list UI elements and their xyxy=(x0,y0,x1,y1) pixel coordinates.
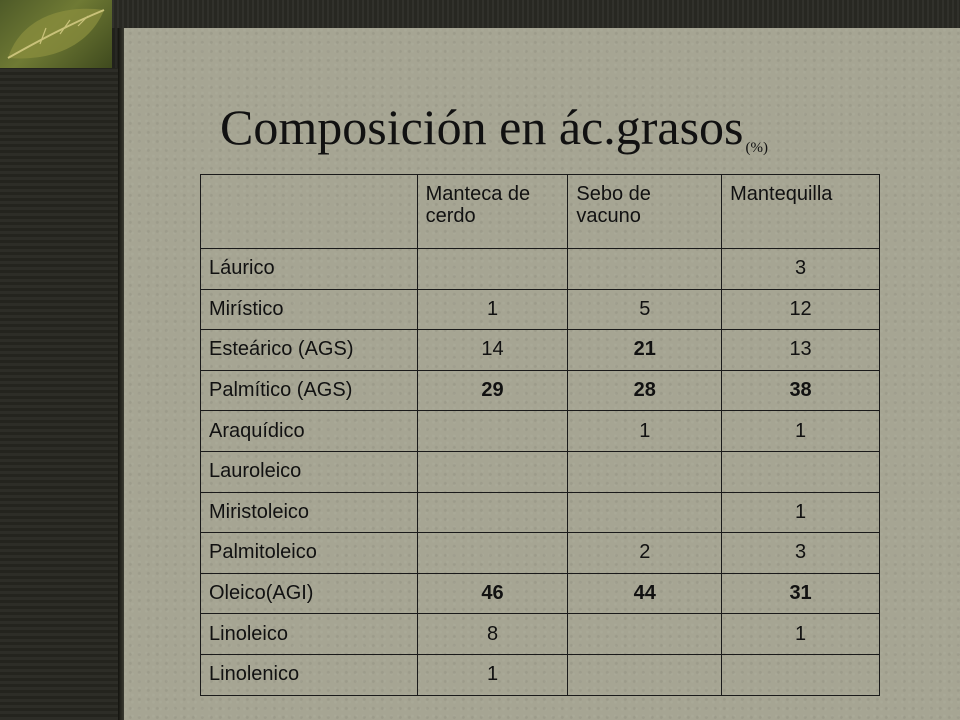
cell-value: 8 xyxy=(417,614,568,655)
table-row xyxy=(201,249,880,290)
table-row xyxy=(201,451,880,492)
cell-value: 29 xyxy=(417,370,568,411)
row-label: Palmítico (AGS) xyxy=(201,370,418,411)
cell-value xyxy=(568,654,722,695)
fatty-acid-table xyxy=(200,174,880,696)
cell-value: 14 xyxy=(417,330,568,371)
row-label: Araquídico xyxy=(201,411,418,452)
cell-value: 1 xyxy=(722,492,880,533)
row-label: Mirístico xyxy=(201,289,418,330)
cell-value xyxy=(417,533,568,574)
cell-value: 1 xyxy=(417,289,568,330)
cell-value xyxy=(417,451,568,492)
top-strip xyxy=(112,0,960,28)
cell-value xyxy=(568,249,722,290)
cell-value: 3 xyxy=(722,533,880,574)
cell-value xyxy=(568,614,722,655)
title-main: Composición en ác.grasos xyxy=(220,99,744,155)
cell-value: 46 xyxy=(417,573,568,614)
cell-value xyxy=(417,411,568,452)
row-label: Oleico(AGI) xyxy=(201,573,418,614)
table-row xyxy=(201,573,880,614)
table-row xyxy=(201,411,880,452)
cell-value xyxy=(417,249,568,290)
cell-value xyxy=(568,492,722,533)
cell-value xyxy=(722,451,880,492)
title-subscript: (%) xyxy=(745,140,769,156)
table-header-row xyxy=(201,175,880,249)
cell-value: 1 xyxy=(722,614,880,655)
cell-value: 44 xyxy=(568,573,722,614)
header-cell-sebo: Sebo de vacuno xyxy=(568,175,722,249)
table-row xyxy=(201,533,880,574)
slide-title xyxy=(220,92,940,162)
table-row xyxy=(201,370,880,411)
table-row xyxy=(201,330,880,371)
cell-value: 38 xyxy=(722,370,880,411)
cell-value: 1 xyxy=(568,411,722,452)
cell-value: 2 xyxy=(568,533,722,574)
cell-value: 1 xyxy=(417,654,568,695)
cell-value: 13 xyxy=(722,330,880,371)
cell-value: 5 xyxy=(568,289,722,330)
cell-value: 3 xyxy=(722,249,880,290)
cell-value: 1 xyxy=(722,411,880,452)
row-label: Láurico xyxy=(201,249,418,290)
leaf-decoration-icon xyxy=(0,0,112,68)
cell-value: 31 xyxy=(722,573,880,614)
cell-value xyxy=(722,654,880,695)
row-label: Miristoleico xyxy=(201,492,418,533)
cell-value xyxy=(417,492,568,533)
cell-value: 28 xyxy=(568,370,722,411)
header-cell-mantequilla: Mantequilla xyxy=(722,175,880,249)
cell-value: 12 xyxy=(722,289,880,330)
table-row xyxy=(201,654,880,695)
row-label: Linoleico xyxy=(201,614,418,655)
row-label: Linolenico xyxy=(201,654,418,695)
left-band xyxy=(0,68,118,720)
cell-value xyxy=(568,451,722,492)
header-cell-manteca: Manteca de cerdo xyxy=(417,175,568,249)
header-cell-empty xyxy=(201,175,418,249)
table-row xyxy=(201,289,880,330)
row-label: Esteárico (AGS) xyxy=(201,330,418,371)
table-row xyxy=(201,492,880,533)
cell-value: 21 xyxy=(568,330,722,371)
table-row xyxy=(201,614,880,655)
row-label: Palmitoleico xyxy=(201,533,418,574)
row-label: Lauroleico xyxy=(201,451,418,492)
